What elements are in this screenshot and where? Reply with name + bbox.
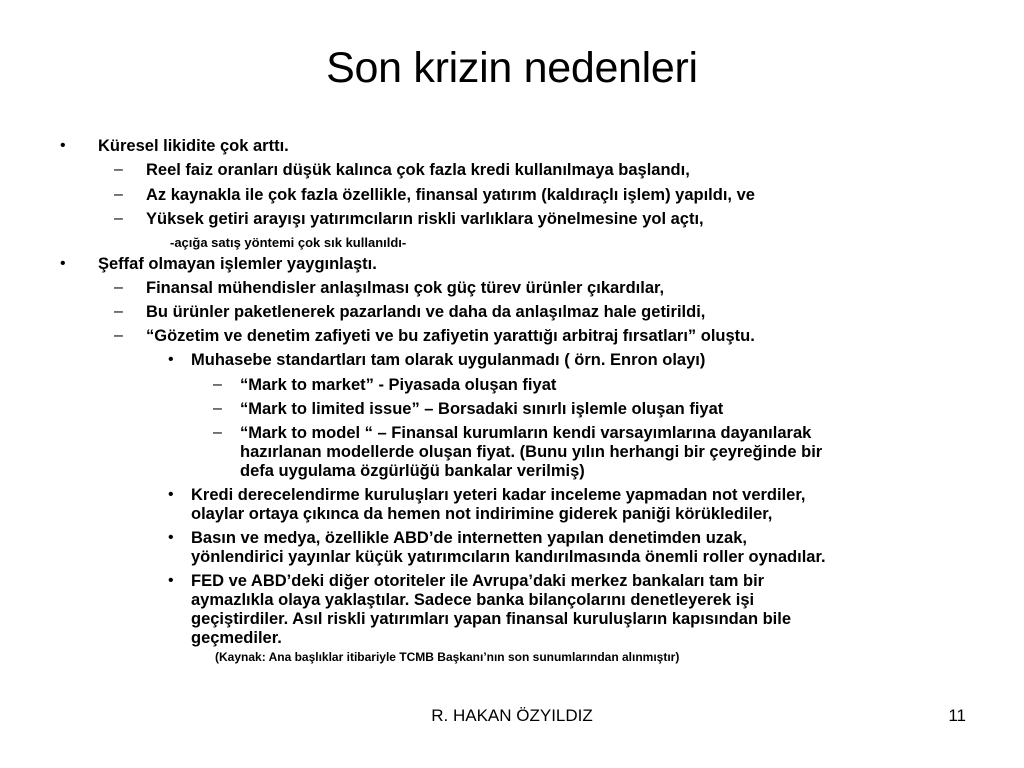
bullet-item: Şeffaf olmayan işlemler yaygınlaştı.: [98, 255, 377, 273]
dash-marker: –: [213, 424, 222, 441]
sub-sub-bullet-item: Muhasebe standartları tam olarak uygulanmadı ( örn. Enron olayı): [191, 351, 706, 369]
sub-bullet-item: Bu ürünler paketlenerek pazarlandı ve daha da anlaşılmaz hale getirildi,: [146, 303, 706, 321]
sub-bullet-item: “Gözetim ve denetim zafiyeti ve bu zafiyetin yarattığı arbitraj fırsatları” oluştu.: [146, 327, 755, 345]
sub-sub-bullet-item: Kredi derecelendirme kuruluşları yeteri kadar inceleme yapmadan not verdiler,: [191, 486, 806, 504]
sub-sub-bullet-item: FED ve ABD’deki diğer otoriteler ile Avrupa’daki merkez bankaları tam bir: [191, 572, 765, 590]
dash-marker: –: [114, 327, 123, 344]
level4-item: “Mark to market” - Piyasada oluşan fiyat: [240, 376, 557, 394]
dash-marker: –: [213, 400, 222, 417]
sub-sub-bullet-item-cont: olaylar ortaya çıkınca da hemen not indirimine giderek paniği körüklediler,: [191, 505, 773, 523]
dash-marker: –: [114, 279, 123, 296]
dash-marker: –: [213, 376, 222, 393]
page-number: 11: [948, 706, 966, 725]
slide-title: Son krizin nedenleri: [326, 44, 698, 92]
bullet-marker: •: [168, 529, 174, 546]
bullet-marker: •: [60, 137, 66, 154]
bullet-marker: •: [60, 255, 66, 272]
level4-item-cont: hazırlanan modellerde oluşan fiyat. (Bunu yılın herhangi bir çeyreğinde bir: [240, 443, 823, 461]
bullet-marker: •: [168, 351, 174, 368]
source-note: (Kaynak: Ana başlıklar itibariyle TCMB Başkanı’nın son sunumlarından alınmıştır): [215, 650, 680, 664]
bullet-marker: •: [168, 572, 174, 589]
sub-bullet-item: Finansal mühendisler anlaşılması çok güç türev ürünler çıkardılar,: [146, 279, 665, 297]
level4-item: “Mark to limited issue” – Borsadaki sınırlı işlemle oluşan fiyat: [240, 400, 724, 418]
sub-sub-bullet-item-cont: aymazlıkla olaya yaklaştılar. Sadece banka bilançolarını denetleyerek işi: [191, 591, 755, 609]
sub-sub-bullet-item: Basın ve medya, özellikle ABD’de internetten yapılan denetimden uzak,: [191, 529, 747, 547]
sub-sub-bullet-item-cont: geçiştirdiler. Asıl riskli yatırımları yapan finansal kuruluşların kapısından bile: [191, 610, 792, 628]
sub-bullet-item: Yüksek getiri arayışı yatırımcıların riskli varlıklara yönelmesine yol açtı,: [146, 210, 704, 228]
footer-author: R. HAKAN ÖZYILDIZ: [431, 706, 593, 725]
bullet-marker: •: [168, 486, 174, 503]
dash-marker: –: [114, 161, 123, 178]
level4-item: “Mark to model “ – Finansal kurumların kendi varsayımlarına dayanılarak: [240, 424, 812, 442]
dash-marker: –: [114, 186, 123, 203]
bullet-item: Küresel likidite çok arttı.: [98, 137, 289, 155]
level4-item-cont: defa uygulama özgürlüğü bankalar verilmiş): [240, 462, 585, 480]
sub-sub-bullet-item-cont: geçmediler.: [191, 629, 282, 647]
sub-bullet-item: Reel faiz oranları düşük kalınca çok fazla kredi kullanılmaya başlandı,: [146, 161, 690, 179]
dash-marker: –: [114, 210, 123, 227]
note-text: -açığa satış yöntemi çok sık kullanıldı-: [170, 235, 407, 250]
sub-sub-bullet-item-cont: yönlendirici yayınlar küçük yatırımcıların kandırılmasında önemli roller oynadılar.: [191, 548, 826, 566]
dash-marker: –: [114, 303, 123, 320]
sub-bullet-item: Az kaynakla ile çok fazla özellikle, finansal yatırım (kaldıraçlı işlem) yapıldı, ve: [146, 186, 755, 204]
